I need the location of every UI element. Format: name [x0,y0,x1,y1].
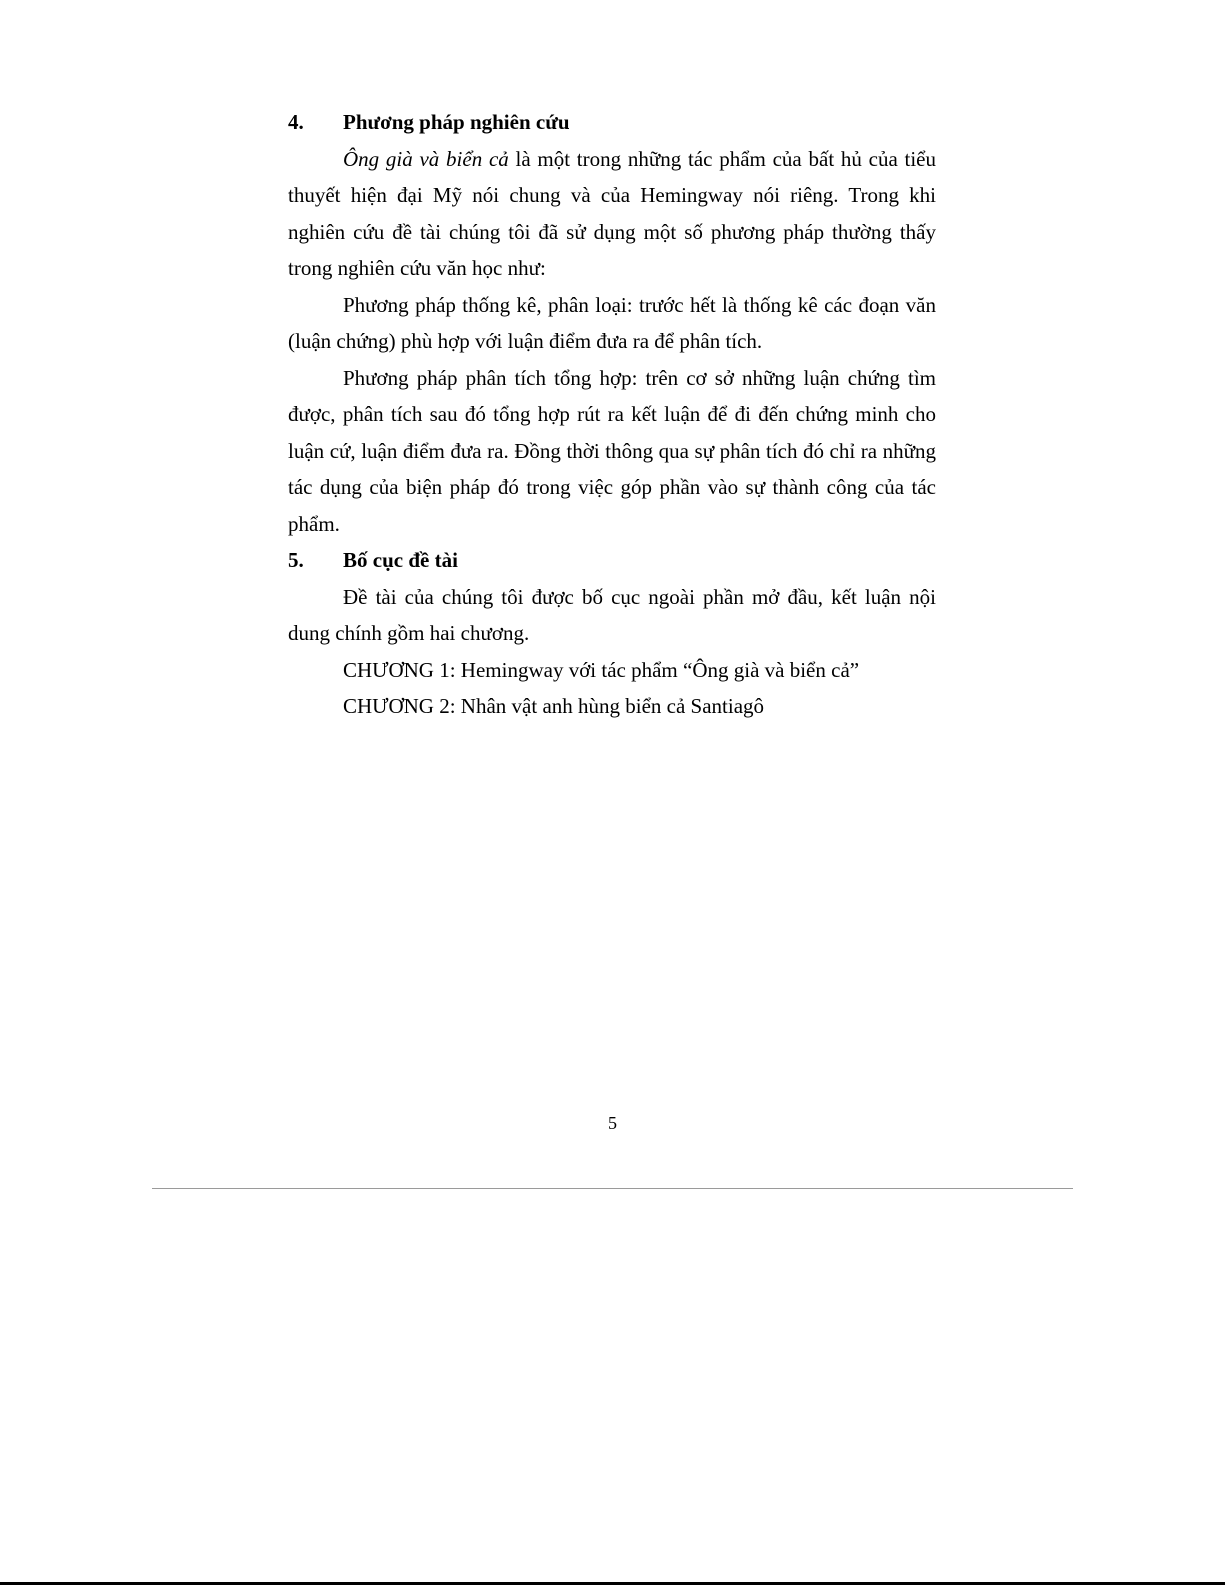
section-5-number: 5. [288,548,304,572]
book-title-italic: Ông già và biển cả [343,146,509,171]
section-5-title: Bố cục đề tài [343,548,458,572]
method-statistics-paragraph: Phương pháp thống kê, phân loại: trước hết là thống kê các đoạn văn (luận chứng) phù hợp với luận điểm đưa ra để phân tích. [288,292,936,353]
chapter-2-line: CHƯƠNG 2: Nhân vật anh hùng biển cả Santiagô [343,694,765,718]
section-5-intro-paragraph: Đề tài của chúng tôi được bố cục ngoài phần mở đầu, kết luận nội dung chính gồm hai chương. [288,584,936,645]
document-body [288,104,936,725]
section-5-heading [288,542,936,579]
page-divider [152,1188,1073,1189]
section-4-intro-text: là một trong những tác phẩm của bất hủ của tiểu thuyết hiện đại Mỹ nói chung và của Hemingway nói riêng. Trong khi nghiên cứu đề tài chúng tôi đã sử dụng một số phương pháp thường thấy trong nghiên cứu văn học như: [288,146,937,280]
method-analysis-paragraph: Phương pháp phân tích tổng hợp: trên cơ sở những luận chứng tìm được, phân tích sau đó tổng hợp rút ra kết luận để đi đến chứng minh cho luận cứ, luận điểm đưa ra. Đồng thời thông qua sự phân tích đó chỉ ra những tác dụng của biện pháp đó trong việc góp phần vào sự thành công của tác phẩm. [288,365,936,536]
section-4-intro-paragraph [288,141,936,287]
section-4-number: 4. [288,110,304,134]
chapter-1-line: CHƯƠNG 1: Hemingway với tác phẩm “Ông già và biển cả” [343,657,860,682]
section-4-heading [288,104,936,141]
page-number: 5 [608,1113,617,1133]
section-4-title: Phương pháp nghiên cứu [343,110,570,134]
